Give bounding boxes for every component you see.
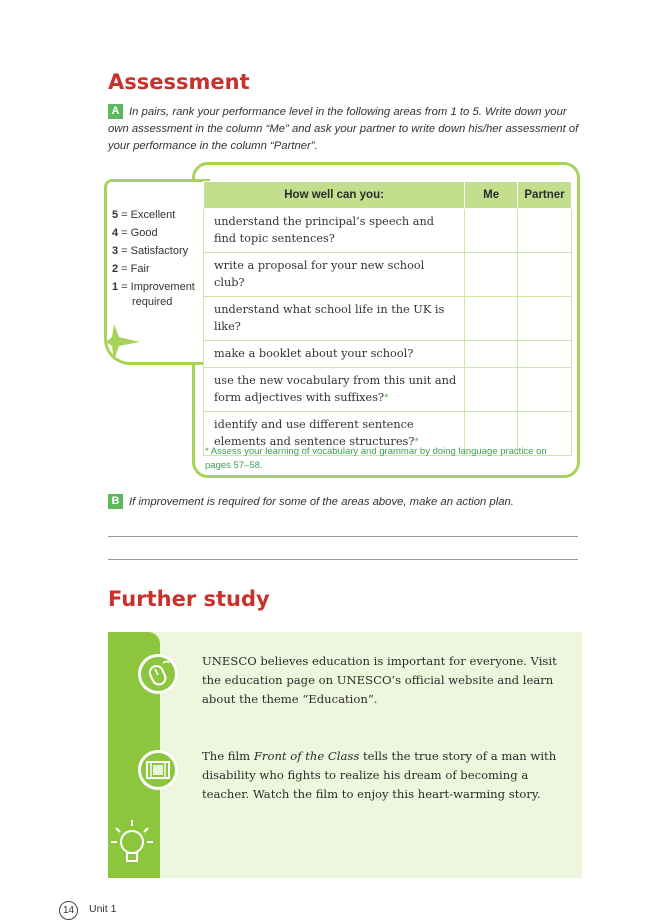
film-title: Front of the Class <box>253 749 360 763</box>
skill-cell: identify and use different sentence elements and sentence structures?* <box>204 412 465 456</box>
instruction-b-text: If improvement is required for some of the areas above, make an action plan. <box>129 496 514 508</box>
film-icon <box>138 750 178 790</box>
me-cell[interactable] <box>465 341 518 368</box>
computer-mouse-icon <box>138 654 178 694</box>
table-row <box>204 368 572 412</box>
me-cell[interactable] <box>465 297 518 341</box>
me-cell[interactable] <box>465 253 518 297</box>
table-row <box>204 253 572 297</box>
further-study-heading: Further study <box>108 587 270 611</box>
table-row <box>204 297 572 341</box>
scale-item: 4 = Good <box>112 227 158 239</box>
partner-cell[interactable] <box>518 253 572 297</box>
section-letter-b: B <box>108 494 123 509</box>
section-letter-a: A <box>108 104 123 119</box>
table-header-row <box>204 182 572 209</box>
partner-cell[interactable] <box>518 341 572 368</box>
further-study-item-film: The film Front of the Class tells the true story of a man with disability who fights to realize his dream of becoming a teacher. Watch the film to enjoy this heart-warming story. <box>202 749 557 801</box>
unit-label: Unit 1 <box>89 903 117 915</box>
partner-cell[interactable] <box>518 209 572 253</box>
assessment-heading: Assessment <box>108 70 250 94</box>
column-header-me: Me <box>465 182 518 209</box>
instruction-a <box>108 104 588 155</box>
scale-item: 1 = Improvement required <box>112 281 195 308</box>
rating-scale <box>112 206 195 308</box>
skill-cell: make a booklet about your school? <box>204 341 465 368</box>
page-number: 14 <box>59 901 78 920</box>
column-header-partner: Partner <box>518 182 572 209</box>
scale-item: 3 = Satisfactory <box>112 245 189 257</box>
skill-cell: understand what school life in the UK is like? <box>204 297 465 341</box>
skill-cell: understand the principal’s speech and find topic sentences? <box>204 209 465 253</box>
answer-line[interactable] <box>108 559 578 560</box>
skill-cell: use the new vocabulary from this unit and form adjectives with suffixes?* <box>204 368 465 412</box>
assessment-table <box>203 181 572 456</box>
me-cell[interactable] <box>465 368 518 412</box>
lightbulb-icon <box>108 816 160 876</box>
instruction-b <box>108 494 588 511</box>
answer-line[interactable] <box>108 536 578 537</box>
scale-item: 5 = Excellent <box>112 209 176 221</box>
me-cell[interactable] <box>465 209 518 253</box>
partner-cell[interactable] <box>518 368 572 412</box>
skill-cell: write a proposal for your new school club? <box>204 253 465 297</box>
star-icon <box>104 322 144 362</box>
partner-cell[interactable] <box>518 297 572 341</box>
footnote: * Assess your learning of vocabulary and grammar by doing language practice on pages 57–58. <box>205 446 547 471</box>
table-row <box>204 341 572 368</box>
instruction-a-text: In pairs, rank your performance level in the following areas from 1 to 5. Write down your own assessment in the column “Me” and ask your partner to write down his/her assessment of your performance in the column “Partner”. <box>108 106 579 152</box>
scale-item: 2 = Fair <box>112 263 150 275</box>
table-row <box>204 209 572 253</box>
further-study-item-unesco: UNESCO believes education is important for everyone. Visit the education page on UNESCO’s official website and learn about the theme “Education”. <box>202 654 557 706</box>
column-header-skill: How well can you: <box>204 182 465 209</box>
